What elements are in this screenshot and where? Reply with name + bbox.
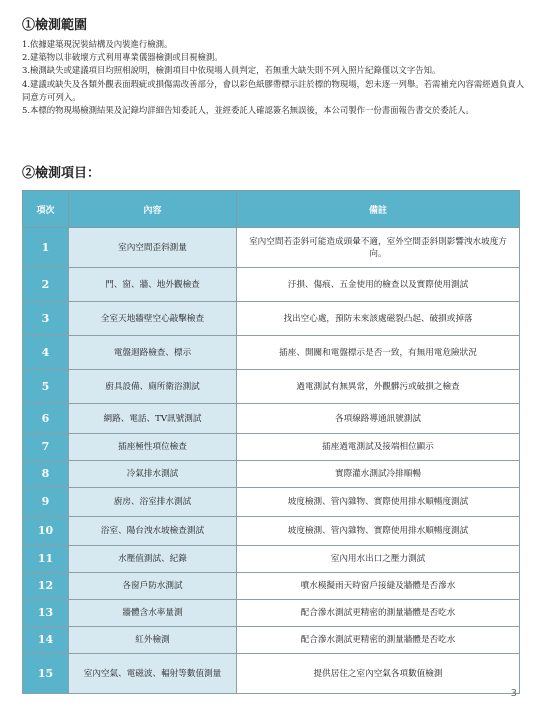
table-header-row (23, 191, 520, 228)
page-number: 3 (510, 688, 517, 699)
table-row (23, 302, 520, 336)
table-row (23, 370, 520, 404)
row-number: 14 (23, 627, 69, 654)
table-row (23, 600, 520, 627)
row-number: 12 (23, 573, 69, 600)
table-row (23, 228, 520, 268)
row-content: 廚具設備、廁所衛浴測試 (69, 370, 237, 404)
row-content: 全室天地牆壁空心敲擊檢查 (69, 302, 237, 336)
row-content: 電盤迴路檢查、標示 (69, 336, 237, 370)
table-row (23, 268, 520, 302)
row-content: 紅外檢測 (69, 627, 237, 654)
row-content: 水壓值測試、紀錄 (69, 546, 237, 573)
table-row (23, 654, 520, 694)
section1-title: ①檢測範圍 (22, 18, 88, 33)
row-content: 插座極性項位檢查 (69, 434, 237, 461)
row-note: 找出空心處，預防未來該處磁裂凸起、破損或掉落 (237, 302, 520, 336)
row-note: 插座、開關和電盤標示是否一致，有無用電危險狀況 (237, 336, 520, 370)
table-row (23, 336, 520, 370)
row-note: 坡度檢測、管內雜物、實際使用排水順暢度測試 (237, 488, 520, 517)
table-row (23, 517, 520, 546)
row-number: 1 (23, 228, 69, 268)
row-note: 過電測試有無異常，外觀髒污或破損之檢查 (237, 370, 520, 404)
row-note: 配合滲水測試更精密的測量牆體是否吃水 (237, 627, 520, 654)
table-row (23, 546, 520, 573)
table-row (23, 488, 520, 517)
row-note: 實際灌水測試冷排順暢 (237, 461, 520, 488)
row-content: 室內空間歪斜測量 (69, 228, 237, 268)
row-note: 室內空間若歪斜可能造成頭暈不適，室外空間歪斜則影響洩水坡度方向。 (237, 228, 520, 268)
scope-item-2: 2.建築物以非破壞方式利用專業儀器檢測或目視檢測。 (22, 52, 223, 63)
inspection-scope-list (22, 38, 527, 117)
row-number: 10 (23, 517, 69, 546)
table-row (23, 573, 520, 600)
row-note: 配合滲水測試更精密的測量牆體是否吃水 (237, 600, 520, 627)
scope-item-3: 3.檢測缺失或建議項目均照相說明，檢測項目中依現場人員判定，若無重大缺失則不列入照片紀錄僅以文字告知。 (22, 65, 441, 76)
row-content: 各窗戶防水測試 (69, 573, 237, 600)
table-row (23, 404, 520, 434)
row-content: 冷氣排水測試 (69, 461, 237, 488)
row-content: 浴室、陽台洩水坡檢查測試 (69, 517, 237, 546)
row-content: 門、窗、牆、地外觀檢查 (69, 268, 237, 302)
scope-item-5: 5.本標的物現場檢測結果及記錄均詳細告知委託人，並經委託人確認簽名無誤後，本公司製作一份書面報告書交於委託人。 (22, 105, 474, 116)
row-number: 7 (23, 434, 69, 461)
scope-item-4: 4.建議或缺失及各類外觀表面瑕疵或損傷需改善部分，會以彩色紙膠帶標示註於標的物現場，恕未逐一列舉。若需補充內容需經過負責人同意方可列入。 (22, 78, 525, 102)
row-note: 插座過電測試及接端相位顯示 (237, 434, 520, 461)
row-number: 5 (23, 370, 69, 404)
row-note: 室內用水出口之壓力測試 (237, 546, 520, 573)
row-note: 汙損、傷痕、五金使用的檢查以及實際使用測試 (237, 268, 520, 302)
row-content: 牆體含水率量測 (69, 600, 237, 627)
header-note: 備註 (237, 191, 520, 228)
row-note: 各項線路導通訊號測試 (237, 404, 520, 434)
row-content: 網路、電話、TV訊號測試 (69, 404, 237, 434)
section2-title: ②檢測項目： (22, 166, 101, 181)
row-number: 4 (23, 336, 69, 370)
row-note: 坡度檢測、管內雜物、實際使用排水順暢度測試 (237, 517, 520, 546)
row-number: 15 (23, 654, 69, 694)
row-number: 6 (23, 404, 69, 434)
row-note: 提供居住之室內空氣各項數值檢測 (237, 654, 520, 694)
row-note: 噴水模擬雨天時窗戶接縫及牆體是否滲水 (237, 573, 520, 600)
row-content: 室內空氣、電磁波、輻射等數值測量 (69, 654, 237, 694)
row-number: 9 (23, 488, 69, 517)
row-content: 廚房、浴室排水測試 (69, 488, 237, 517)
header-content: 內容 (69, 191, 237, 228)
table-row (23, 627, 520, 654)
row-number: 8 (23, 461, 69, 488)
row-number: 13 (23, 600, 69, 627)
table-row (23, 434, 520, 461)
row-number: 2 (23, 268, 69, 302)
row-number: 3 (23, 302, 69, 336)
inspection-items-table (22, 190, 520, 694)
scope-item-1: 1.依據建築現況裝結構及內裝進行檢測。 (22, 39, 173, 49)
table-row (23, 461, 520, 488)
header-no: 項次 (23, 191, 69, 228)
row-number: 11 (23, 546, 69, 573)
